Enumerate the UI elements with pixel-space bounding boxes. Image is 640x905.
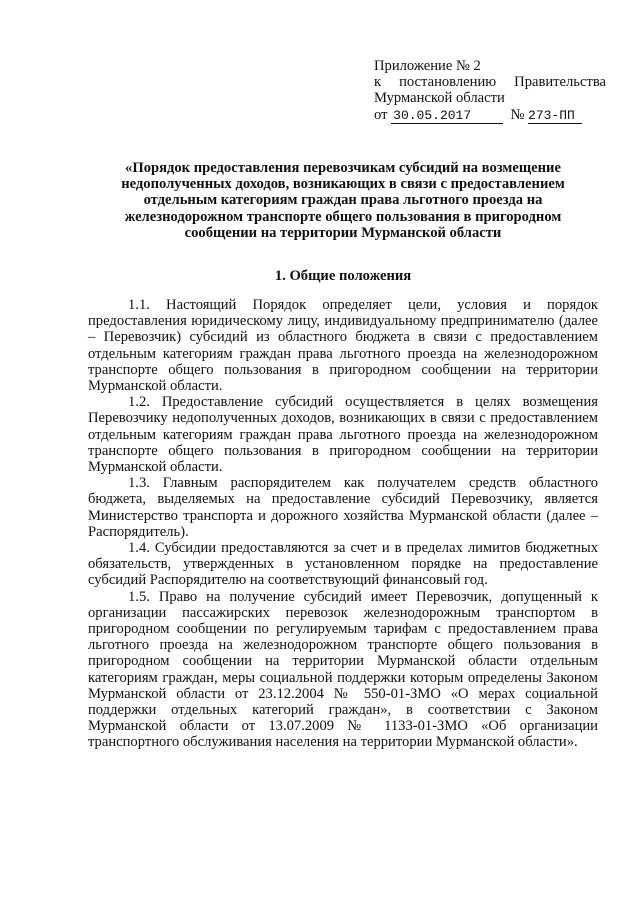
appendix-date-line bbox=[374, 107, 606, 124]
number-label: № bbox=[510, 106, 525, 123]
appendix-number: Приложение № 2 bbox=[374, 58, 481, 74]
resolution-number: 273-ПП bbox=[528, 109, 582, 124]
appendix-block bbox=[374, 58, 606, 124]
document-body bbox=[88, 297, 598, 751]
paragraph-1-2: 1.2. Предоставление субсидий осуществляется в целях возмещения Перевозчику недополученных доходов, возникающих в связи с предоставлением отдельным категориям граждан права льготного проезда на железнодорожном транспорте общего пользования в пригородном сообщении на территории Мурманской области. bbox=[88, 394, 598, 476]
appendix-reference: к постановлению Правительства bbox=[374, 74, 606, 91]
resolution-date: 30.05.2017 bbox=[391, 109, 503, 124]
paragraph-1-1: 1.1. Настоящий Порядок определяет цели, условия и порядок предоставления юридическому лицу, индивидуальному предпринимателю (далее – Перевозчик) субсидий из областного бюджета в связи с предоставлением отдельным категориям граждан права льготного проезда на железнодорожном транспорте общего пользования в пригородном сообщении на территории Мурманской области. bbox=[88, 297, 598, 395]
paragraph-1-3: 1.3. Главным распорядителем как получателем средств областного бюджета, выделяемых на предоставление субсидий Перевозчику, является Министерство транспорта и дорожного хозяйства Мурманской области (далее – Распорядитель). bbox=[88, 475, 598, 540]
appendix-region: Мурманской области bbox=[374, 90, 505, 107]
paragraph-1-4: 1.4. Субсидии предоставляются за счет и в пределах лимитов бюджетных обязательств, утвержденных в установленном порядке на предоставление субсидий Распорядителю на соответствующий финансовый год. bbox=[88, 540, 598, 589]
section-heading: 1. Общие положения bbox=[274, 268, 412, 284]
from-label: от bbox=[374, 106, 388, 123]
document-title: «Порядок предоставления перевозчикам субсидий на возмещение недополученных доходов, возникающих в связи с предоставлением отдельным категориям граждан права льготного проезда на железнодорожном транспорте общего пользования в пригородном сообщении на территории Мурманской области bbox=[121, 160, 565, 241]
paragraph-1-5: 1.5. Право на получение субсидий имеет Перевозчик, допущенный к организации пассажирских перевозок железнодорожным транспортом в пригородном сообщении по регулируемым тарифам с предоставлением права льготного проезда на железнодорожном транспорте общего пользования в пригородном сообщении на территории Мурманской области отдельным категориям граждан, меры социальной поддержки которым определены Законом Мурманской области от 23.12.2004 № 550-01-ЗМО «О мерах социальной поддержки отдельных категорий граждан», в соответствии с Законом Мурманской области от 13.07.2009 № 1133-01-ЗМО «Об организации транспортного обслуживания населения на территории Мурманской области». bbox=[88, 588, 598, 751]
